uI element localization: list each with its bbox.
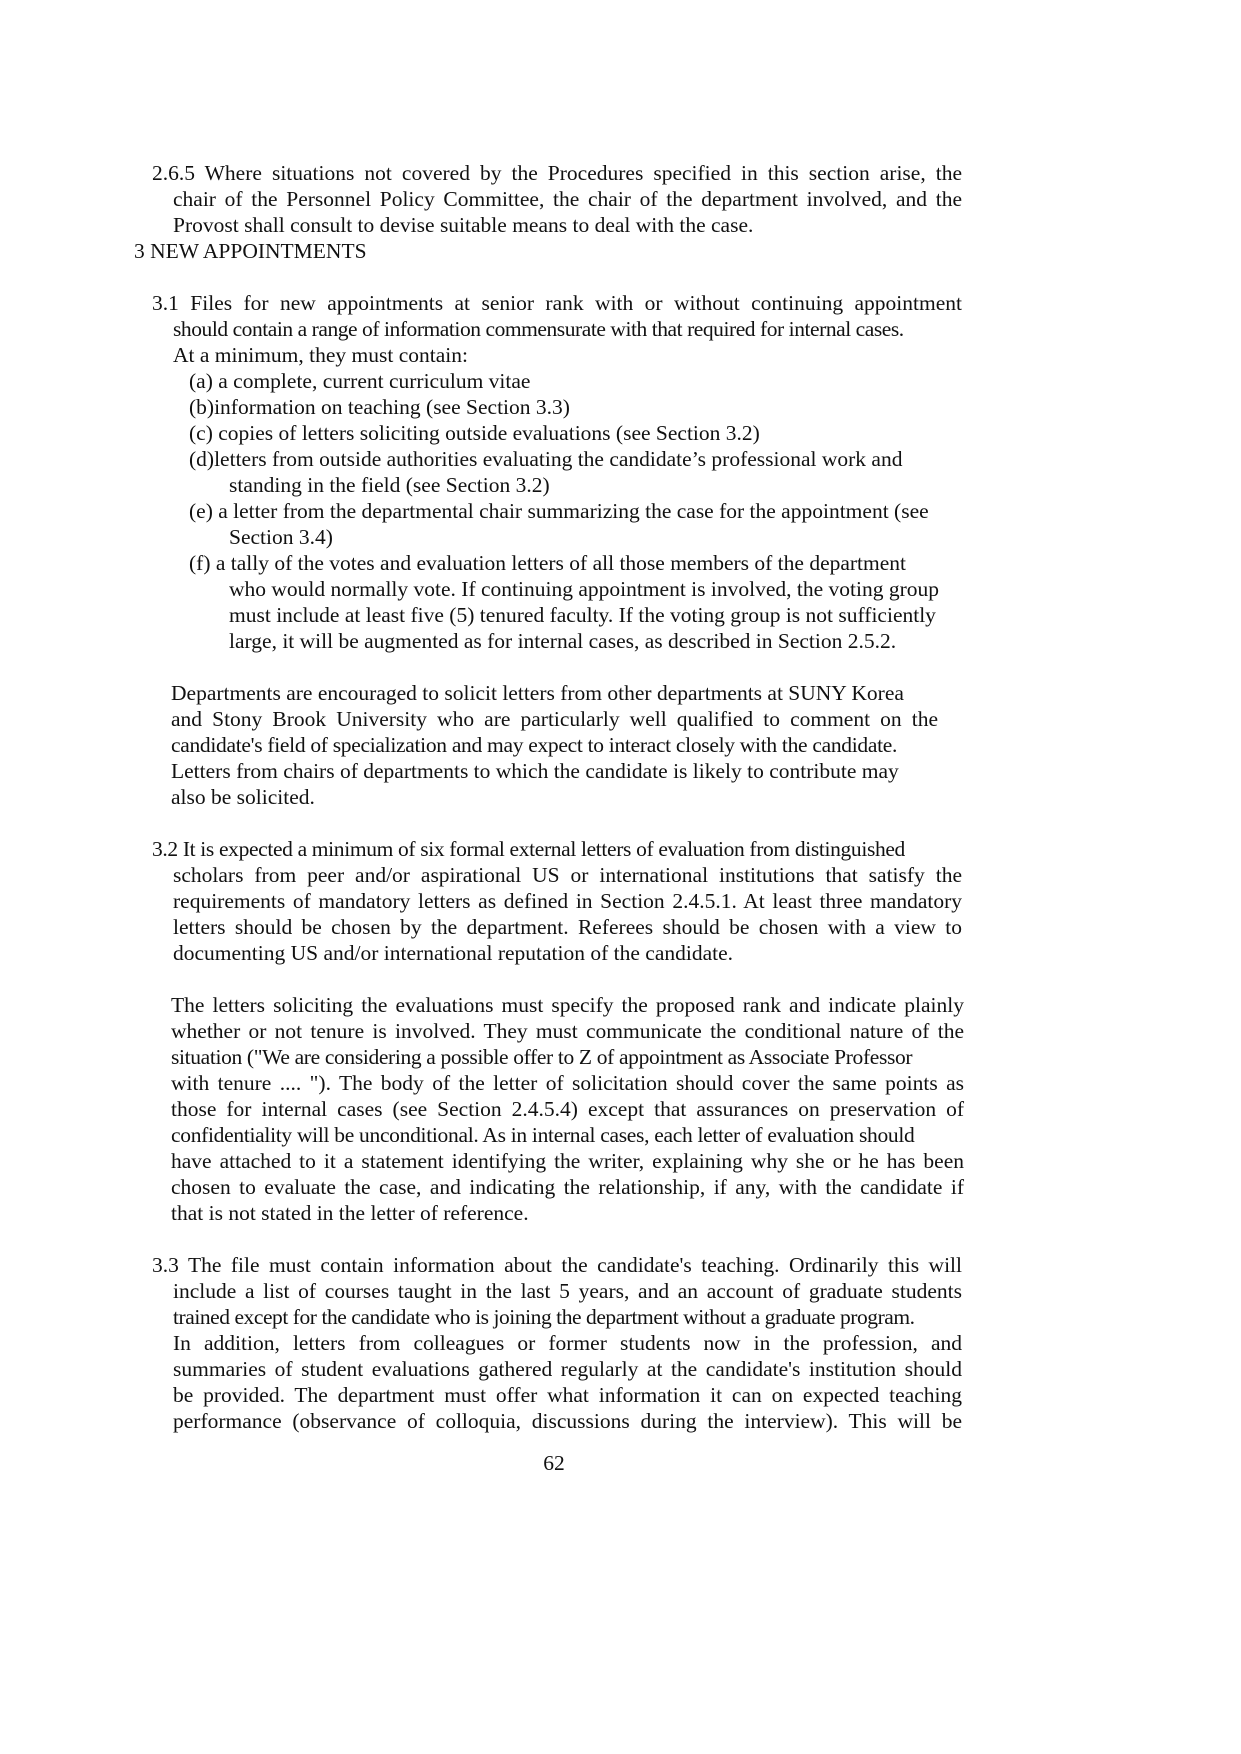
list-item-b [189, 394, 570, 420]
list-text: a complete, current curriculum vitae [218, 369, 531, 393]
paragraph-line: chosen to evaluate the case, and indicating the relationship, if any, with the candidate if [171, 1175, 964, 1199]
paragraph-line: requirements of mandatory letters as defined in Section 2.4.5.1. At least three mandatory [173, 889, 962, 913]
list-text: a tally of the votes and evaluation letters of all those members of the department [215, 551, 907, 575]
list-item-a [189, 368, 530, 394]
paragraph-line: 3.1 Files for new appointments at senior rank with or without continuing appointment [152, 291, 962, 315]
paragraph-line: performance (observance of colloquia, discussions during the interview). This will be [173, 1409, 962, 1433]
list-text: letters from outside authorities evaluating the candidate’s professional work and [214, 447, 903, 471]
paragraph-line: Provost shall consult to devise suitable means to deal with the case. [173, 213, 754, 237]
list-text: copies of letters soliciting outside evaluations (see Section 3.2) [218, 421, 760, 445]
list-label: (a) [189, 369, 213, 393]
paragraph-line: The letters soliciting the evaluations must specify the proposed rank and indicate plainly [171, 993, 964, 1017]
paragraph-line: whether or not tenure is involved. They must communicate the conditional nature of the [171, 1019, 964, 1043]
paragraph-line: chair of the Personnel Policy Committee, the chair of the department involved, and the [173, 187, 962, 211]
paragraph-line: have attached to it a statement identifying the writer, explaining why she or he has been [171, 1149, 964, 1173]
list-item-d [189, 446, 902, 472]
paragraph-line: candidate's field of specialization and may expect to interact closely with the candidate. [171, 733, 898, 757]
paragraph-line: trained except for the candidate who is joining the department without a graduate program. [173, 1305, 915, 1329]
list-item-c [189, 420, 760, 446]
list-item-f-cont: must include at least five (5) tenured faculty. If the voting group is not sufficiently [229, 603, 936, 627]
paragraph-line: In addition, letters from colleagues or former students now in the profession, and [173, 1331, 962, 1355]
paragraph-line: scholars from peer and/or aspirational US or international institutions that satisfy the [173, 863, 962, 887]
list-item-e [189, 498, 929, 524]
list-text: information on teaching (see Section 3.3) [214, 395, 570, 419]
list-text: a letter from the departmental chair summarizing the case for the appointment (see [218, 499, 929, 523]
paragraph-line: documenting US and/or international reputation of the candidate. [173, 941, 734, 965]
paragraph-line: and Stony Brook University who are particularly well qualified to comment on the [171, 707, 938, 731]
list-item-d-cont: standing in the field (see Section 3.2) [229, 473, 550, 497]
paragraph-line: 2.6.5 Where situations not covered by the Procedures specified in this section arise, the [152, 161, 962, 185]
list-item-e-cont: Section 3.4) [229, 525, 333, 549]
paragraph-line: 3.3 The file must contain information about the candidate's teaching. Ordinarily this will [152, 1253, 962, 1277]
list-label: (d) [189, 447, 215, 471]
list-label: (f) [189, 551, 211, 575]
paragraph-line: be provided. The department must offer what information it can on expected teaching [173, 1383, 962, 1407]
paragraph-line: that is not stated in the letter of reference. [171, 1201, 529, 1225]
page-number: 62 [543, 1451, 565, 1475]
paragraph-line: letters should be chosen by the department. Referees should be chosen with a view to [173, 915, 962, 939]
list-label: (e) [189, 499, 213, 523]
paragraph-line: should contain a range of information commensurate with that required for internal cases. [173, 317, 904, 341]
paragraph-line: with tenure .... "). The body of the letter of solicitation should cover the same points as [171, 1071, 964, 1095]
list-item-f-cont: who would normally vote. If continuing appointment is involved, the voting group [229, 577, 940, 601]
paragraph-line: confidentiality will be unconditional. As in internal cases, each letter of evaluation should [171, 1123, 915, 1147]
paragraph-line: Departments are encouraged to solicit letters from other departments at SUNY Korea [171, 681, 904, 705]
paragraph-line: also be solicited. [171, 785, 315, 809]
paragraph-line: situation ("We are considering a possible offer to Z of appointment as Associate Professor [171, 1045, 913, 1069]
list-item-f-cont: large, it will be augmented as for internal cases, as described in Section 2.5.2. [229, 629, 897, 653]
paragraph-line: summaries of student evaluations gathered regularly at the candidate's institution should [173, 1357, 962, 1381]
paragraph-line: include a list of courses taught in the last 5 years, and an account of graduate students [173, 1279, 962, 1303]
list-label: (b) [189, 395, 215, 419]
paragraph-line: 3.2 It is expected a minimum of six formal external letters of evaluation from distinguished [152, 837, 905, 861]
list-label: (c) [189, 421, 213, 445]
paragraph-line: Letters from chairs of departments to which the candidate is likely to contribute may [171, 759, 899, 783]
paragraph-line: At a minimum, they must contain: [173, 343, 468, 367]
section-heading: 3 NEW APPOINTMENTS [134, 239, 367, 263]
paragraph-line: those for internal cases (see Section 2.4.5.4) except that assurances on preservation of [171, 1097, 964, 1121]
list-item-f [189, 550, 906, 576]
